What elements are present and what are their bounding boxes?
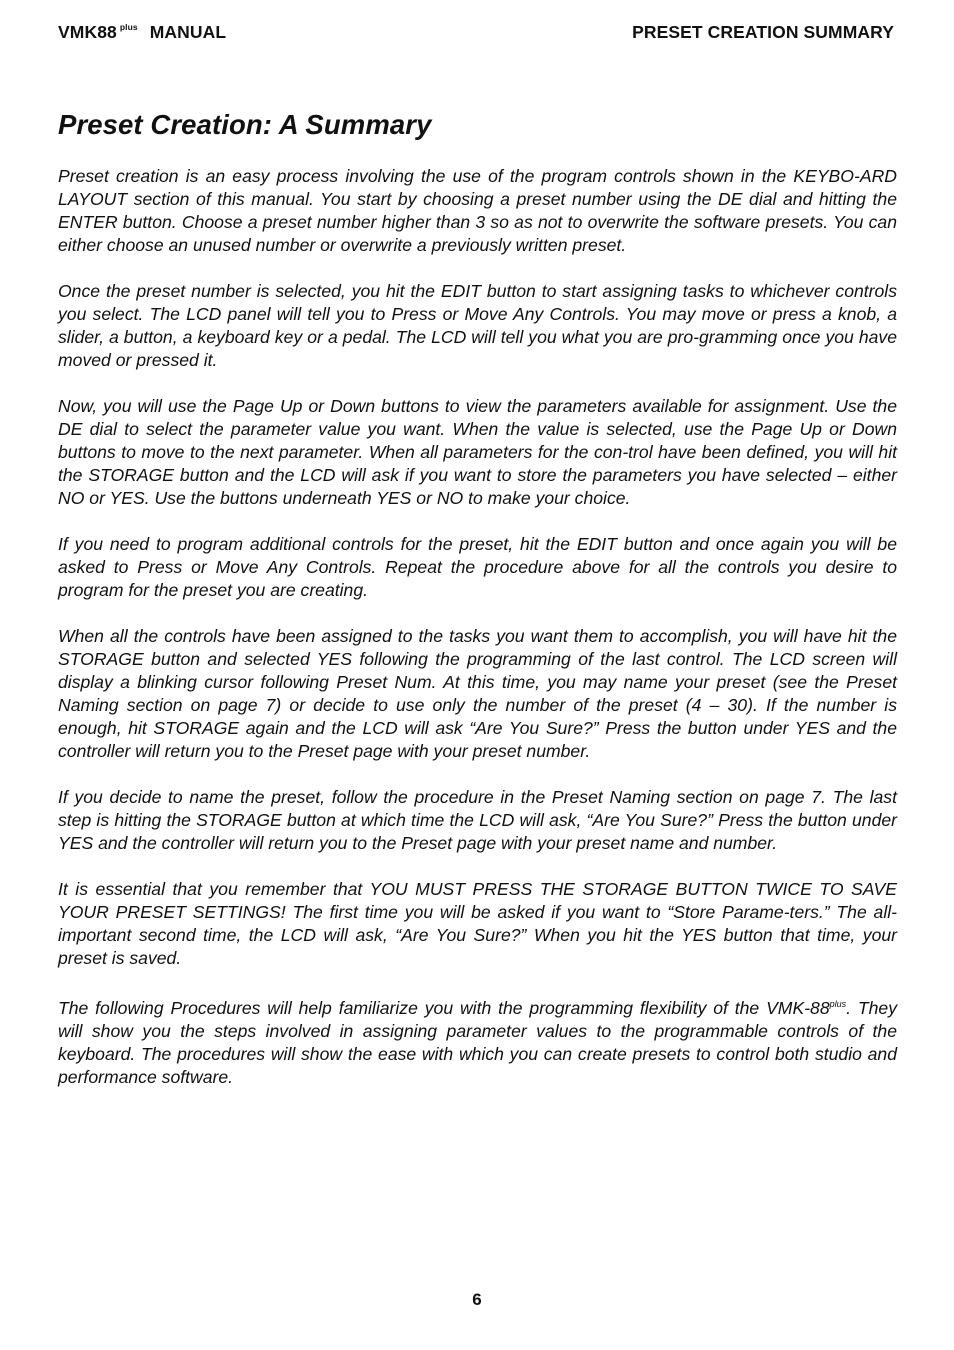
paragraph-procedures-start: The following Procedures will help familiarize you with the programming flexibility of the VMK-88 xyxy=(58,998,830,1018)
header-product-superscript: plus xyxy=(119,22,138,32)
paragraph-additional-controls: If you need to program additional controls for the preset, hit the EDIT button and once again you will be asked to Press or Move Any Controls. Repeat the procedure above for all the controls you desire to program for the preset you are creating. xyxy=(58,534,897,600)
paragraph-edit: Once the preset number is selected, you hit the EDIT button to start assigning tasks to whichever controls you select. The LCD panel will tell you to Press or Move Any Controls. You may move or press a knob, a slider, a button, a keyboard key or a pedal. The LCD will tell you what you are pro-gramming once you have moved or pressed it. xyxy=(58,281,897,370)
paragraph-parameters: Now, you will use the Page Up or Down buttons to view the parameters available for assignment. Use the DE dial to select the parameter value you want. When the value is selected, use the Page Up or Down buttons to move to the next parameter. When all parameters for the con-trol have been defined, you will hit the STORAGE button and the LCD will ask if you want to store the parameters you have selected – either NO or YES. Use the buttons underneath YES or NO to make your choice. xyxy=(58,396,897,508)
header-product-title xyxy=(58,22,226,43)
paragraph-storage: When all the controls have been assigned to the tasks you want them to accomplish, you will have hit the STORAGE button and selected YES following the programming of the last control. The LCD screen will display a blinking cursor following Preset Num. At this time, you may name your preset (see the Preset Naming section on page 7) or decide to use only the number of the preset (4 – 30). If the number is enough, hit STORAGE again and the LCD will ask “Are You Sure?” Press the button under YES and the controller will return you to the Preset page with your preset number. xyxy=(58,626,897,761)
header-section-title: PRESET CREATION SUMMARY xyxy=(632,22,894,42)
header-doc-type: MANUAL xyxy=(149,22,227,42)
paragraph-intro: Preset creation is an easy process involving the use of the program controls shown in the KEYBO-ARD LAYOUT section of this manual. You start by choosing a preset number using the DE dial and hitting the ENTER button. Choose a preset number higher than 3 so as not to overwrite the software presets. You can either choose an unused number or overwrite a previously written preset. xyxy=(58,166,897,255)
paragraph-procedures xyxy=(58,993,897,1089)
page-title: Preset Creation: A Summary xyxy=(58,109,432,140)
running-header xyxy=(58,22,894,44)
paragraph-procedures-end: . They will show you the steps involved in assigning parameter values to the programmable controls of the keyboard. The procedures will show the ease with which you can create presets to control both studio and performance software. xyxy=(58,998,897,1087)
paragraph-warning: It is essential that you remember that YOU MUST PRESS THE STORAGE BUTTON TWICE TO SAVE YOUR PRESET SETTINGS! The first time you will be asked if you want to “Store Parame-ters.” The all-important second time, the LCD will ask, “Are You Sure?” When you hit the YES button that time, your preset is saved. xyxy=(58,879,897,968)
header-product-name: VMK88 xyxy=(58,22,117,42)
body-text xyxy=(58,165,897,1112)
page-number: 6 xyxy=(472,1290,482,1309)
paragraph-naming: If you decide to name the preset, follow the procedure in the Preset Naming section on page 7. The last step is hitting the STORAGE button at which time the LCD will ask, “Are You Sure?” Press the button under YES and the controller will return you to the Preset page with your preset name and number. xyxy=(58,787,897,853)
paragraph-procedures-superscript: plus xyxy=(829,999,847,1009)
